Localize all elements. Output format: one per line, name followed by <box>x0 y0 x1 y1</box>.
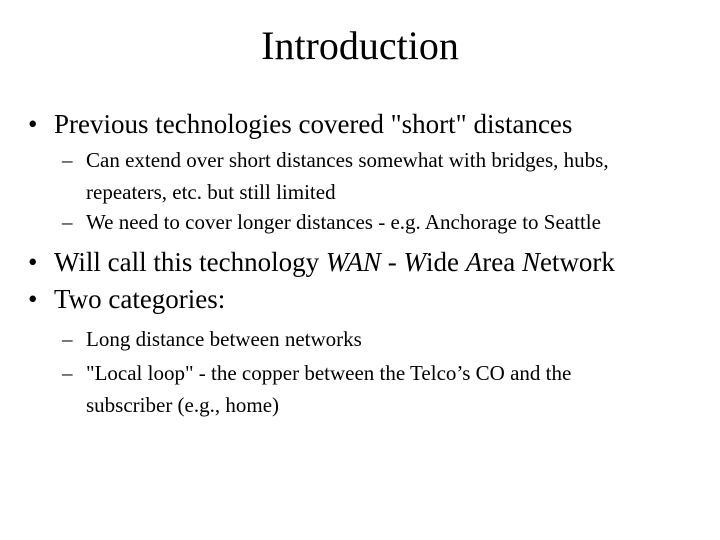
word-rea: rea <box>482 247 522 277</box>
letter-w: W <box>403 247 426 277</box>
sub-bullet-text: Can extend over short distances somewhat with bridges, hubs, <box>86 148 609 172</box>
slide-title: Introduction <box>261 23 459 68</box>
dash-icon: – <box>62 361 73 385</box>
sub-bullet-text: Long distance between networks <box>86 327 362 351</box>
bullet-two-categories <box>28 283 225 315</box>
sub-bullet-text-continued: repeaters, etc. but still limited <box>86 180 336 204</box>
bullet-text-prefix: Will call this technology <box>54 247 326 277</box>
sub-bullet-longer-distances <box>62 206 601 238</box>
sub-bullet-extend <box>62 144 609 208</box>
separator: - <box>380 247 404 277</box>
sub-bullet-local-loop <box>62 357 571 421</box>
letter-a: A <box>465 247 483 277</box>
sub-bullet-text: We need to cover longer distances - e.g. Anchorage to Seattle <box>86 210 601 234</box>
sub-bullet-text-continued: subscriber (e.g., home) <box>86 393 280 417</box>
dash-icon: – <box>62 210 73 234</box>
bullet-icon: • <box>28 109 38 139</box>
bullet-previous-technologies <box>28 108 572 140</box>
bullet-text: Two categories: <box>54 284 226 314</box>
bullet-wan <box>28 246 615 278</box>
bullet-text: Previous technologies covered "short" distances <box>54 109 573 139</box>
letter-n: N <box>521 247 540 277</box>
word-ide: ide <box>425 247 466 277</box>
dash-icon: – <box>62 327 73 351</box>
sub-bullet-long-distance <box>62 323 362 355</box>
bullet-icon: • <box>28 284 38 314</box>
dash-icon: – <box>62 148 73 172</box>
word-etwork: etwork <box>539 247 615 277</box>
wan-acronym: WAN <box>325 247 381 277</box>
sub-bullet-text: "Local loop" - the copper between the Telco’s CO and the <box>86 361 572 385</box>
bullet-icon: • <box>28 247 38 277</box>
